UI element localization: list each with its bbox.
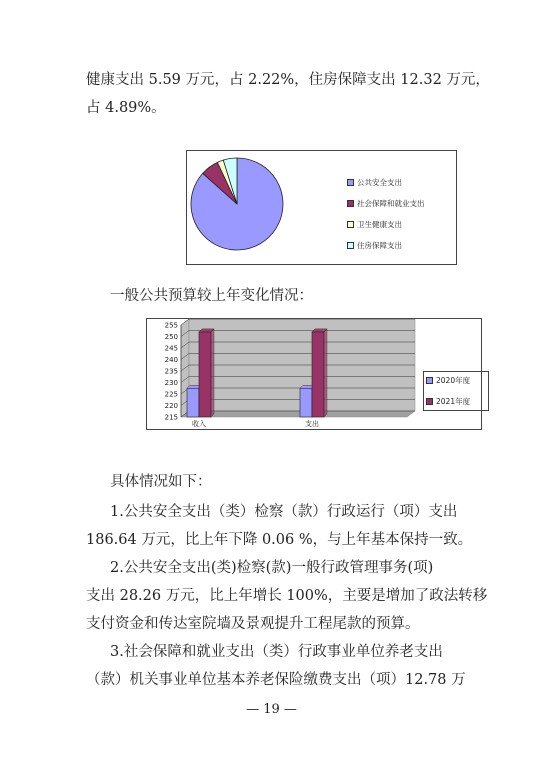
item3-line1: 3.社会保障和就业支出（类）行政事业单位养老支出 (110, 644, 443, 660)
bar-legend-item (426, 375, 486, 386)
item1-line2: 186.64 万元，比上年下降 0.06 %，与上年基本保持一致。 (86, 532, 473, 548)
bar-legend-label: 2020年度 (436, 376, 471, 385)
paragraph-health-housing-line1: 健康支出 5.59 万元，占 2.22%，住房保障支出 12.32 万元， (86, 72, 490, 88)
legend-swatch (426, 377, 433, 384)
pie-legend-item (347, 177, 452, 188)
y-tick-label: 220 (164, 402, 178, 410)
y-tick-label: 255 (164, 321, 178, 330)
pie-legend (347, 177, 452, 261)
pie-legend-label: 社会保障和就业支出 (357, 199, 425, 208)
y-tick-label: 250 (164, 333, 178, 341)
paragraph-health-housing-line2: 占 4.89%。 (86, 100, 166, 116)
bar-legend (423, 371, 489, 411)
item2-line3: 支付资金和传达室院墙及景观提升工程尾款的预算。 (86, 616, 420, 632)
y-tick-label: 245 (164, 344, 178, 353)
pie-legend-label: 住房保障支出 (357, 241, 402, 250)
y-tick-label: 230 (164, 379, 178, 387)
item3-line2: （款）机关事业单位基本养老保险缴费支出（项）12.78 万 (86, 672, 466, 688)
x-tick-label: 支出 (305, 420, 319, 428)
page-number: — 19 — (246, 702, 297, 717)
legend-swatch (347, 179, 354, 186)
pie-legend-item (347, 219, 452, 230)
x-tick-label: 收入 (192, 420, 206, 428)
y-tick-label: 215 (164, 413, 178, 422)
pie-legend-label: 公共安全支出 (357, 178, 402, 187)
legend-swatch (426, 398, 433, 405)
bar-legend-label: 2021年度 (436, 397, 471, 406)
y-tick-label: 235 (164, 367, 178, 376)
pie-legend-label: 卫生健康支出 (357, 220, 402, 229)
pie-legend-item (347, 240, 452, 251)
bar-1-1 (312, 332, 324, 417)
legend-swatch (347, 221, 354, 228)
item2-line2: 支出 28.26 万元，比上年增长 100%，主要是增加了政法转移 (86, 588, 488, 604)
y-tick-label: 225 (164, 390, 178, 399)
y-tick-label: 240 (164, 356, 178, 364)
bar-1-0 (199, 332, 211, 417)
legend-swatch (347, 200, 354, 207)
bar-0-0 (187, 388, 199, 417)
item1-line1: 1.公共安全支出（类）检察（款）行政运行（项）支出 (110, 504, 458, 520)
pie-legend-item (347, 198, 452, 209)
bar-0-1 (300, 388, 312, 417)
bar-chart-box (146, 318, 482, 430)
item2-line1: 2.公共安全支出(类)检察(款)一般行政管理事务(项) (110, 560, 434, 576)
details-intro: 具体情况如下： (110, 474, 212, 490)
legend-swatch (347, 242, 354, 249)
section-intro: 一般公共预算较上年变化情况： (110, 288, 313, 304)
bar-legend-item (426, 396, 486, 407)
pie-chart-box (186, 150, 457, 265)
